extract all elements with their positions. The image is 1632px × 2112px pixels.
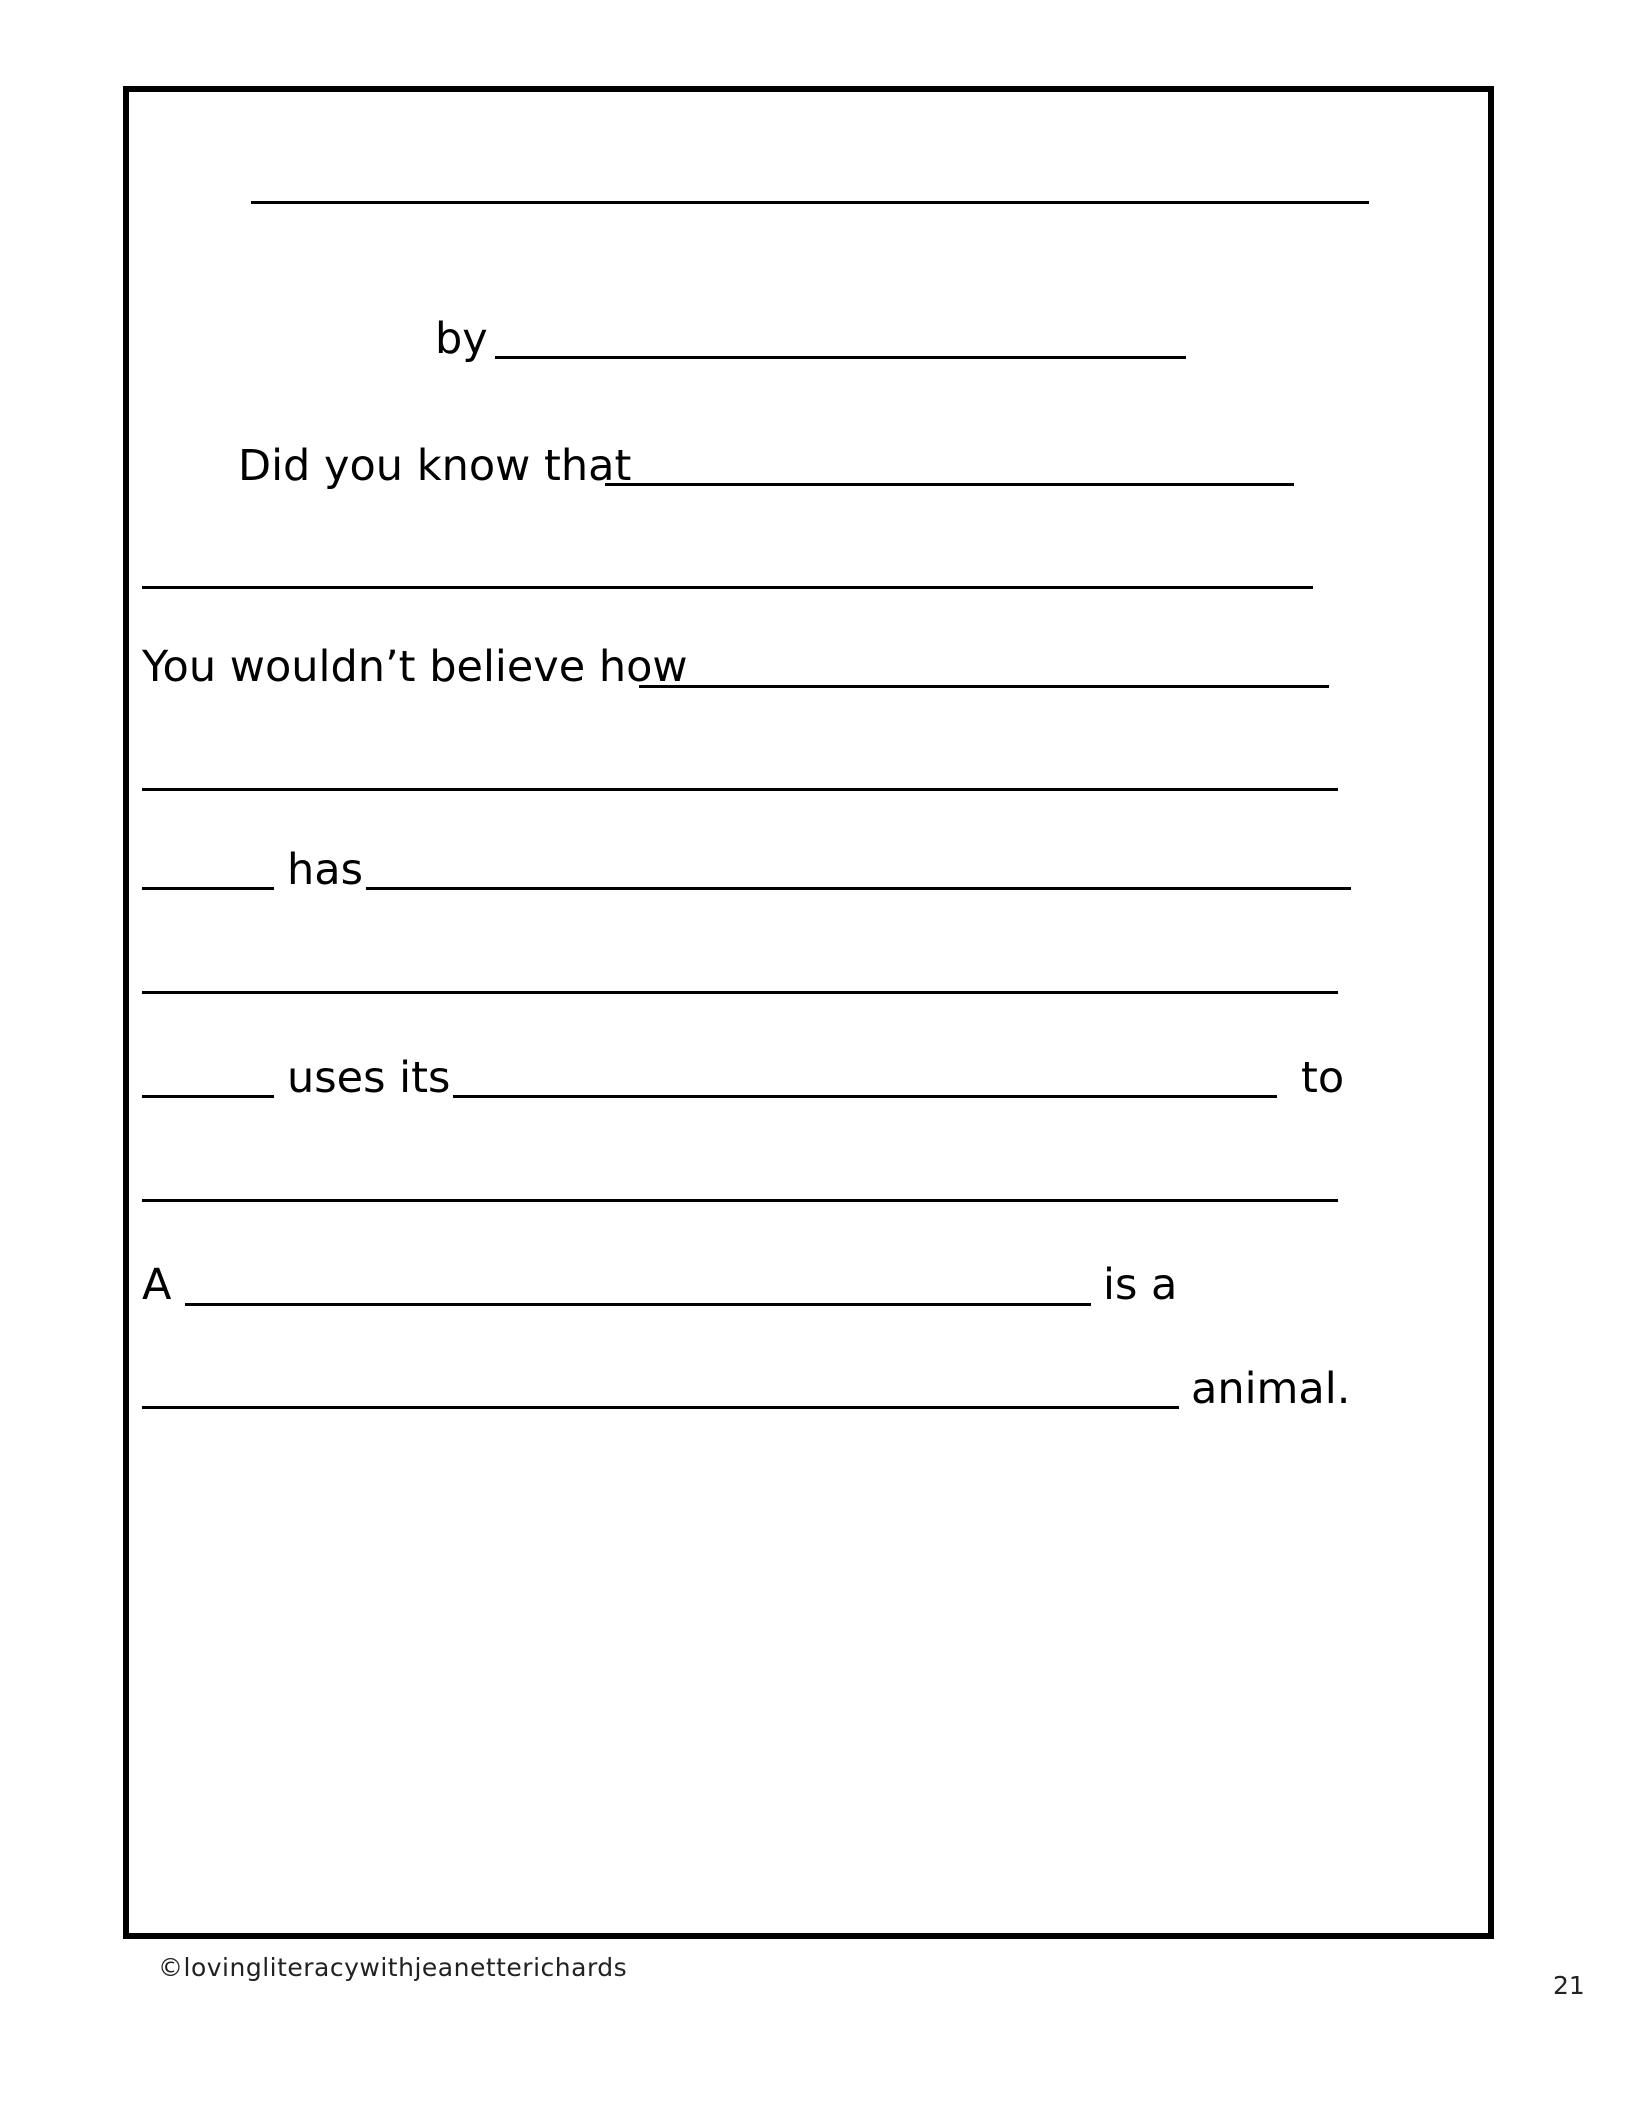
- writing-line-8[interactable]: [142, 1199, 1338, 1202]
- believe-how-blank[interactable]: [639, 685, 1329, 688]
- is-a-label: is a: [1103, 1260, 1178, 1310]
- uses-subject-blank[interactable]: [142, 1095, 274, 1098]
- writing-line-2[interactable]: [142, 586, 1313, 589]
- writing-line-6[interactable]: [142, 991, 1338, 994]
- to-label: to: [1301, 1053, 1345, 1103]
- title-blank[interactable]: [251, 201, 1369, 204]
- has-label: has: [287, 845, 364, 895]
- worksheet-border: [123, 86, 1494, 1939]
- animal-label: animal.: [1191, 1364, 1351, 1414]
- did-you-know-label: Did you know that: [238, 441, 632, 491]
- copyright-text: ©lovingliteracywithjeanetterichards: [158, 1953, 628, 1982]
- did-you-know-blank[interactable]: [605, 483, 1294, 486]
- has-subject-blank[interactable]: [142, 887, 274, 890]
- animal-type-blank[interactable]: [142, 1406, 1179, 1409]
- page-number: 21: [1553, 1971, 1585, 2000]
- writing-line-4[interactable]: [142, 788, 1338, 791]
- believe-how-label: You wouldn’t believe how: [142, 642, 688, 692]
- uses-its-blank[interactable]: [453, 1095, 1277, 1098]
- uses-its-label: uses its: [287, 1053, 451, 1103]
- animal-name-blank[interactable]: [185, 1303, 1091, 1306]
- by-label: by: [435, 314, 488, 364]
- has-blank[interactable]: [366, 887, 1351, 890]
- author-blank[interactable]: [495, 356, 1186, 359]
- a-label: A: [142, 1260, 172, 1310]
